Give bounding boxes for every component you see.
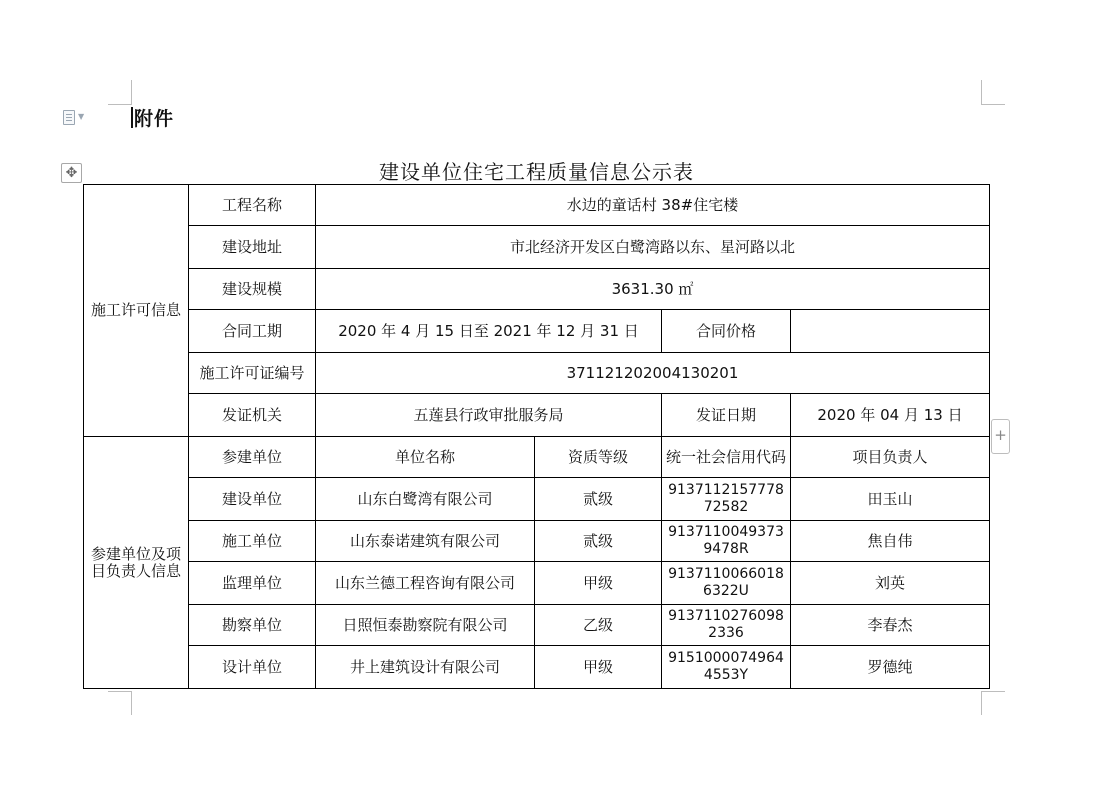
participants-section-label: 参建单位及项目负责人信息 bbox=[84, 437, 189, 689]
row-credit-code: 91371102760982336 bbox=[662, 605, 791, 646]
row-leader: 罗德纯 bbox=[791, 646, 990, 689]
plus-icon[interactable]: + bbox=[991, 419, 1010, 454]
price-label: 合同价格 bbox=[662, 310, 791, 353]
row-role: 勘察单位 bbox=[189, 605, 316, 646]
row-name: 山东兰德工程咨询有限公司 bbox=[316, 562, 535, 605]
crop-mark-top-right-h bbox=[981, 104, 1005, 105]
row-role: 施工单位 bbox=[189, 521, 316, 562]
row-name: 井上建筑设计有限公司 bbox=[316, 646, 535, 689]
move-icon[interactable]: ✥ bbox=[61, 163, 82, 183]
row-name: 日照恒泰勘察院有限公司 bbox=[316, 605, 535, 646]
table-row bbox=[84, 521, 990, 562]
row-grade: 乙级 bbox=[535, 605, 662, 646]
scale-label: 建设规模 bbox=[189, 269, 316, 310]
row-leader: 李春杰 bbox=[791, 605, 990, 646]
issue-date-label: 发证日期 bbox=[662, 394, 791, 437]
header-leader: 项目负责人 bbox=[791, 437, 990, 478]
header-role: 参建单位 bbox=[189, 437, 316, 478]
issuer-label: 发证机关 bbox=[189, 394, 316, 437]
row-grade: 甲级 bbox=[535, 562, 662, 605]
document-sheet-icon bbox=[63, 110, 75, 125]
issue-date-value: 2020 年 04 月 13 日 bbox=[791, 394, 990, 437]
address-value: 市北经济开发区白鹭湾路以东、星河路以北 bbox=[316, 226, 990, 269]
info-table bbox=[83, 184, 990, 689]
chevron-down-icon: ▼ bbox=[78, 112, 85, 121]
row-leader: 焦自伟 bbox=[791, 521, 990, 562]
crop-mark-top-left-v bbox=[131, 80, 132, 104]
permit-no-label: 施工许可证编号 bbox=[189, 353, 316, 394]
row-name: 山东泰诺建筑有限公司 bbox=[316, 521, 535, 562]
page-title: 建设单位住宅工程质量信息公示表 bbox=[379, 160, 694, 184]
row-name: 山东白鹭湾有限公司 bbox=[316, 478, 535, 521]
row-grade: 甲级 bbox=[535, 646, 662, 689]
header-credit-code: 统一社会信用代码 bbox=[662, 437, 791, 478]
attachment-label: 附件 bbox=[134, 108, 175, 130]
text-cursor bbox=[131, 107, 133, 128]
row-grade: 贰级 bbox=[535, 521, 662, 562]
row-leader: 刘英 bbox=[791, 562, 990, 605]
crop-mark-bottom-right-h bbox=[981, 691, 1005, 692]
scale-value: 3631.30 ㎡ bbox=[316, 269, 990, 310]
row-grade: 贰级 bbox=[535, 478, 662, 521]
period-label: 合同工期 bbox=[189, 310, 316, 353]
project-name-label: 工程名称 bbox=[189, 185, 316, 226]
crop-mark-bottom-left-h bbox=[108, 691, 132, 692]
row-credit-code: 91371100660186322U bbox=[662, 562, 791, 605]
document-icon[interactable] bbox=[63, 109, 85, 125]
crop-mark-top-left-h bbox=[108, 104, 132, 105]
row-leader: 田玉山 bbox=[791, 478, 990, 521]
project-name-value: 水边的童话村 38#住宅楼 bbox=[316, 185, 990, 226]
table-row bbox=[84, 478, 990, 521]
issuer-value: 五莲县行政审批服务局 bbox=[316, 394, 662, 437]
header-name: 单位名称 bbox=[316, 437, 535, 478]
row-role: 设计单位 bbox=[189, 646, 316, 689]
crop-mark-top-right-v bbox=[981, 80, 982, 104]
table-row bbox=[84, 605, 990, 646]
price-value bbox=[791, 310, 990, 353]
row-credit-code: 91510000749644553Y bbox=[662, 646, 791, 689]
row-credit-code: 91371100493739478R bbox=[662, 521, 791, 562]
header-grade: 资质等级 bbox=[535, 437, 662, 478]
permit-no-value: 371121202004130201 bbox=[316, 353, 990, 394]
address-label: 建设地址 bbox=[189, 226, 316, 269]
row-role: 监理单位 bbox=[189, 562, 316, 605]
table-row bbox=[84, 646, 990, 689]
row-role: 建设单位 bbox=[189, 478, 316, 521]
permit-section-label: 施工许可信息 bbox=[84, 185, 189, 437]
period-value: 2020 年 4 月 15 日至 2021 年 12 月 31 日 bbox=[316, 310, 662, 353]
crop-mark-bottom-left-v bbox=[131, 691, 132, 715]
table-row bbox=[84, 562, 990, 605]
row-credit-code: 913711215777872582 bbox=[662, 478, 791, 521]
crop-mark-bottom-right-v bbox=[981, 691, 982, 715]
